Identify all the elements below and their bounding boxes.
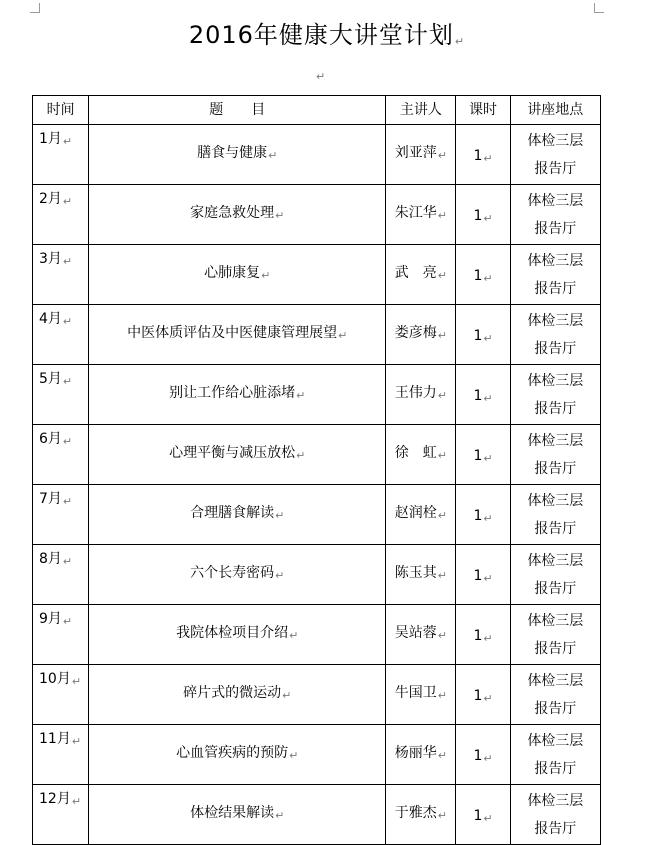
paragraph-mark-icon: ↵ <box>261 269 271 282</box>
venue-line2-text: 报告厅 <box>534 640 577 657</box>
topic-text: 体检结果解读 <box>190 805 275 821</box>
paragraph-mark-icon: ↵ <box>275 509 285 522</box>
cell-hours[interactable] <box>456 725 510 785</box>
table-body <box>33 125 601 845</box>
venue-line1-text: 体检三层 <box>527 792 584 809</box>
paragraph-mark-icon: ↵ <box>437 569 447 582</box>
document-title-line[interactable] <box>0 18 654 59</box>
cell-venue[interactable] <box>510 665 600 725</box>
paragraph-mark-icon: ↵ <box>62 135 73 148</box>
paragraph-mark-icon: ↵ <box>483 752 493 765</box>
hours-text: 1 <box>473 448 483 464</box>
hours-text: 1 <box>473 328 483 344</box>
hours-text: 1 <box>473 568 483 584</box>
header-hours-label: 课时 <box>469 102 498 118</box>
cell-topic[interactable] <box>89 485 386 545</box>
cell-speaker[interactable] <box>386 365 456 425</box>
cell-topic[interactable] <box>89 725 386 785</box>
paragraph-mark-icon: ↵ <box>275 209 285 222</box>
paragraph-mark-icon: ↵ <box>437 449 447 462</box>
paragraph-mark-icon: ↵ <box>296 449 306 462</box>
table-row <box>33 305 601 365</box>
month-text: 1月 <box>39 131 62 147</box>
cell-speaker[interactable] <box>386 125 456 185</box>
venue-line1-text: 体检三层 <box>527 132 584 149</box>
venue-line1-text: 体检三层 <box>527 732 584 749</box>
paragraph-mark-icon: ↵ <box>338 329 348 342</box>
hours-text: 1 <box>473 688 483 704</box>
hours-text: 1 <box>473 508 483 524</box>
cell-speaker[interactable] <box>386 305 456 365</box>
month-text: 3月 <box>39 251 62 267</box>
hours-text: 1 <box>473 388 483 404</box>
cell-venue[interactable] <box>510 785 600 845</box>
paragraph-mark-icon: ↵ <box>483 152 493 165</box>
month-text: 11月 <box>39 731 71 747</box>
paragraph-mark-icon: ↵ <box>437 509 447 522</box>
cell-topic[interactable] <box>89 665 386 725</box>
topic-text: 家庭急救处理 <box>190 205 275 221</box>
cell-hours[interactable] <box>456 125 510 185</box>
cell-speaker[interactable] <box>386 545 456 605</box>
table-row <box>33 425 601 485</box>
paragraph-mark-icon: ↵ <box>62 315 73 328</box>
topic-text: 六个长寿密码 <box>190 565 275 581</box>
header-topic[interactable] <box>89 96 386 125</box>
venue-line1-text: 体检三层 <box>527 372 584 389</box>
cell-speaker[interactable] <box>386 725 456 785</box>
paragraph-mark-icon: ↵ <box>437 689 447 702</box>
cell-month[interactable] <box>33 365 89 425</box>
cell-topic[interactable] <box>89 185 386 245</box>
venue-line2-text: 报告厅 <box>534 580 577 597</box>
cell-speaker[interactable] <box>386 605 456 665</box>
venue-line2-text: 报告厅 <box>534 700 577 717</box>
cell-speaker[interactable] <box>386 665 456 725</box>
cell-month[interactable] <box>33 785 89 845</box>
cell-month[interactable] <box>33 305 89 365</box>
hours-text: 1 <box>473 268 483 284</box>
paragraph-mark-icon: ↵ <box>275 569 285 582</box>
header-hours[interactable] <box>456 96 510 125</box>
paragraph-mark-icon: ↵ <box>437 749 447 762</box>
cell-month[interactable] <box>33 245 89 305</box>
cell-hours[interactable] <box>456 785 510 845</box>
cell-hours[interactable] <box>456 425 510 485</box>
speaker-text: 徐 虹 <box>394 445 437 461</box>
month-text: 9月 <box>39 611 62 627</box>
venue-line2-text: 报告厅 <box>534 280 577 297</box>
paragraph-mark-icon: ↵ <box>483 512 493 525</box>
cell-month[interactable] <box>33 425 89 485</box>
margin-corner-mark-right <box>594 3 604 13</box>
paragraph-mark-icon: ↵ <box>275 809 285 822</box>
header-speaker-label: 主讲人 <box>399 102 442 118</box>
venue-line2-text: 报告厅 <box>534 820 577 837</box>
cell-speaker[interactable] <box>386 485 456 545</box>
cell-hours[interactable] <box>456 605 510 665</box>
paragraph-mark-icon: ↵ <box>437 389 447 402</box>
hours-text: 1 <box>473 208 483 224</box>
cell-topic[interactable] <box>89 125 386 185</box>
speaker-text: 王伟力 <box>394 385 437 401</box>
venue-line1-text: 体检三层 <box>527 192 584 209</box>
paragraph-mark-icon: ↵ <box>437 629 447 642</box>
month-text: 7月 <box>39 491 62 507</box>
cell-month[interactable] <box>33 725 89 785</box>
lecture-schedule-table <box>32 95 601 845</box>
topic-text: 心肺康复 <box>204 265 261 281</box>
paragraph-mark-icon: ↵ <box>289 749 299 762</box>
paragraph-mark-icon: ↵ <box>316 70 326 83</box>
speaker-text: 于雅杰 <box>394 805 437 821</box>
cell-month[interactable] <box>33 545 89 605</box>
venue-line1-text: 体检三层 <box>527 612 584 629</box>
cell-venue[interactable] <box>510 725 600 785</box>
cell-hours[interactable] <box>456 245 510 305</box>
venue-line2-text: 报告厅 <box>534 340 577 357</box>
cell-venue[interactable] <box>510 365 600 425</box>
table-row <box>33 365 601 425</box>
cell-month[interactable] <box>33 665 89 725</box>
table-row <box>33 125 601 185</box>
topic-text: 膳食与健康 <box>197 145 268 161</box>
table-row <box>33 545 601 605</box>
venue-line2-text: 报告厅 <box>534 160 577 177</box>
table-row <box>33 785 601 845</box>
venue-line1-text: 体检三层 <box>527 552 584 569</box>
month-text: 10月 <box>39 671 71 687</box>
cell-speaker[interactable] <box>386 785 456 845</box>
cell-hours[interactable] <box>456 665 510 725</box>
cell-month[interactable] <box>33 185 89 245</box>
topic-text: 合理膳食解读 <box>190 505 275 521</box>
document-title: 2016年健康大讲堂计划 <box>188 21 454 49</box>
table-row <box>33 185 601 245</box>
speaker-text: 牛国卫 <box>394 685 437 701</box>
paragraph-mark-icon: ↵ <box>437 269 447 282</box>
hours-text: 1 <box>473 748 483 764</box>
venue-line1-text: 体检三层 <box>527 312 584 329</box>
cell-topic[interactable] <box>89 245 386 305</box>
topic-text: 心血管疾病的预防 <box>176 745 289 761</box>
speaker-text: 杨丽华 <box>394 745 437 761</box>
paragraph-mark-icon: ↵ <box>483 212 493 225</box>
cell-hours[interactable] <box>456 185 510 245</box>
paragraph-mark-icon: ↵ <box>71 735 82 748</box>
month-text: 12月 <box>39 791 71 807</box>
paragraph-mark-icon: ↵ <box>62 255 73 268</box>
month-text: 5月 <box>39 371 62 387</box>
paragraph-mark-icon: ↵ <box>483 332 493 345</box>
cell-hours[interactable] <box>456 365 510 425</box>
cell-topic[interactable] <box>89 365 386 425</box>
venue-line1-text: 体检三层 <box>527 672 584 689</box>
hours-text: 1 <box>473 628 483 644</box>
venue-line1-text: 体检三层 <box>527 492 584 509</box>
header-speaker[interactable] <box>386 96 456 125</box>
topic-text: 中医体质评估及中医健康管理展望 <box>127 325 338 341</box>
cell-month[interactable] <box>33 125 89 185</box>
speaker-text: 娄彦梅 <box>394 325 437 341</box>
paragraph-mark-icon: ↵ <box>62 495 73 508</box>
cell-venue[interactable] <box>510 545 600 605</box>
cell-topic[interactable] <box>89 425 386 485</box>
cell-hours[interactable] <box>456 545 510 605</box>
header-venue[interactable] <box>510 96 600 125</box>
cell-hours[interactable] <box>456 305 510 365</box>
header-venue-label: 讲座地点 <box>527 102 584 118</box>
topic-text: 心理平衡与减压放松 <box>169 445 296 461</box>
month-text: 8月 <box>39 551 62 567</box>
venue-line1-text: 体检三层 <box>527 252 584 269</box>
table-header-row <box>33 96 601 125</box>
paragraph-mark-icon: ↵ <box>437 329 447 342</box>
speaker-text: 吴站蓉 <box>394 625 437 641</box>
speaker-text: 刘亚萍 <box>394 145 437 161</box>
topic-text: 我院体检项目介绍 <box>176 625 289 641</box>
hours-text: 1 <box>473 808 483 824</box>
paragraph-mark-icon: ↵ <box>483 272 493 285</box>
topic-text: 碎片式的微运动 <box>183 685 282 701</box>
paragraph-mark-icon: ↵ <box>437 809 447 822</box>
cell-speaker[interactable] <box>386 245 456 305</box>
header-topic-label: 题 目 <box>209 102 266 118</box>
paragraph-mark-icon: ↵ <box>282 689 292 702</box>
header-time-label: 时间 <box>46 102 75 118</box>
table-row <box>33 725 601 785</box>
header-time[interactable] <box>33 96 89 125</box>
paragraph-mark-icon: ↵ <box>454 35 466 48</box>
paragraph-mark-icon: ↵ <box>71 675 82 688</box>
cell-venue[interactable] <box>510 485 600 545</box>
cell-venue[interactable] <box>510 185 600 245</box>
speaker-text: 朱江华 <box>394 205 437 221</box>
month-text: 6月 <box>39 431 62 447</box>
table-row <box>33 665 601 725</box>
speaker-text: 武 亮 <box>394 265 437 281</box>
table-row <box>33 245 601 305</box>
paragraph-mark-icon: ↵ <box>483 392 493 405</box>
topic-text: 别让工作给心脏添堵 <box>169 385 296 401</box>
paragraph-mark-icon: ↵ <box>62 435 73 448</box>
paragraph-mark-icon: ↵ <box>483 572 493 585</box>
month-text: 2月 <box>39 191 62 207</box>
paragraph-mark-icon: ↵ <box>62 375 73 388</box>
venue-line2-text: 报告厅 <box>534 220 577 237</box>
venue-line2-text: 报告厅 <box>534 760 577 777</box>
cell-venue[interactable] <box>510 125 600 185</box>
cell-venue[interactable] <box>510 605 600 665</box>
cell-topic[interactable] <box>89 545 386 605</box>
speaker-text: 赵润栓 <box>394 505 437 521</box>
paragraph-mark-icon: ↵ <box>483 452 493 465</box>
cell-hours[interactable] <box>456 485 510 545</box>
table-row <box>33 605 601 665</box>
margin-corner-mark-left <box>30 3 40 13</box>
table-row <box>33 485 601 545</box>
cell-speaker[interactable] <box>386 425 456 485</box>
cell-topic[interactable] <box>89 785 386 845</box>
venue-line1-text: 体检三层 <box>527 432 584 449</box>
paragraph-mark-icon: ↵ <box>483 692 493 705</box>
paragraph-mark-icon: ↵ <box>62 555 73 568</box>
paragraph-mark-icon: ↵ <box>483 812 493 825</box>
speaker-text: 陈玉其 <box>394 565 437 581</box>
paragraph-mark-icon: ↵ <box>62 195 73 208</box>
paragraph-mark-icon: ↵ <box>289 629 299 642</box>
paragraph-mark-icon: ↵ <box>483 632 493 645</box>
cell-venue[interactable] <box>510 425 600 485</box>
venue-line2-text: 报告厅 <box>534 520 577 537</box>
cell-venue[interactable] <box>510 305 600 365</box>
venue-line2-text: 报告厅 <box>534 460 577 477</box>
cell-venue[interactable] <box>510 245 600 305</box>
month-text: 4月 <box>39 311 62 327</box>
paragraph-mark-icon: ↵ <box>437 209 447 222</box>
cell-speaker[interactable] <box>386 185 456 245</box>
hours-text: 1 <box>473 148 483 164</box>
paragraph-mark-icon: ↵ <box>62 615 73 628</box>
cell-topic[interactable] <box>89 605 386 665</box>
cell-month[interactable] <box>33 605 89 665</box>
paragraph-mark-icon: ↵ <box>71 795 82 808</box>
paragraph-mark-icon: ↵ <box>296 389 306 402</box>
paragraph-mark-icon: ↵ <box>268 149 278 162</box>
cell-month[interactable] <box>33 485 89 545</box>
paragraph-mark-icon: ↵ <box>437 149 447 162</box>
cell-topic[interactable] <box>89 305 386 365</box>
venue-line2-text: 报告厅 <box>534 400 577 417</box>
